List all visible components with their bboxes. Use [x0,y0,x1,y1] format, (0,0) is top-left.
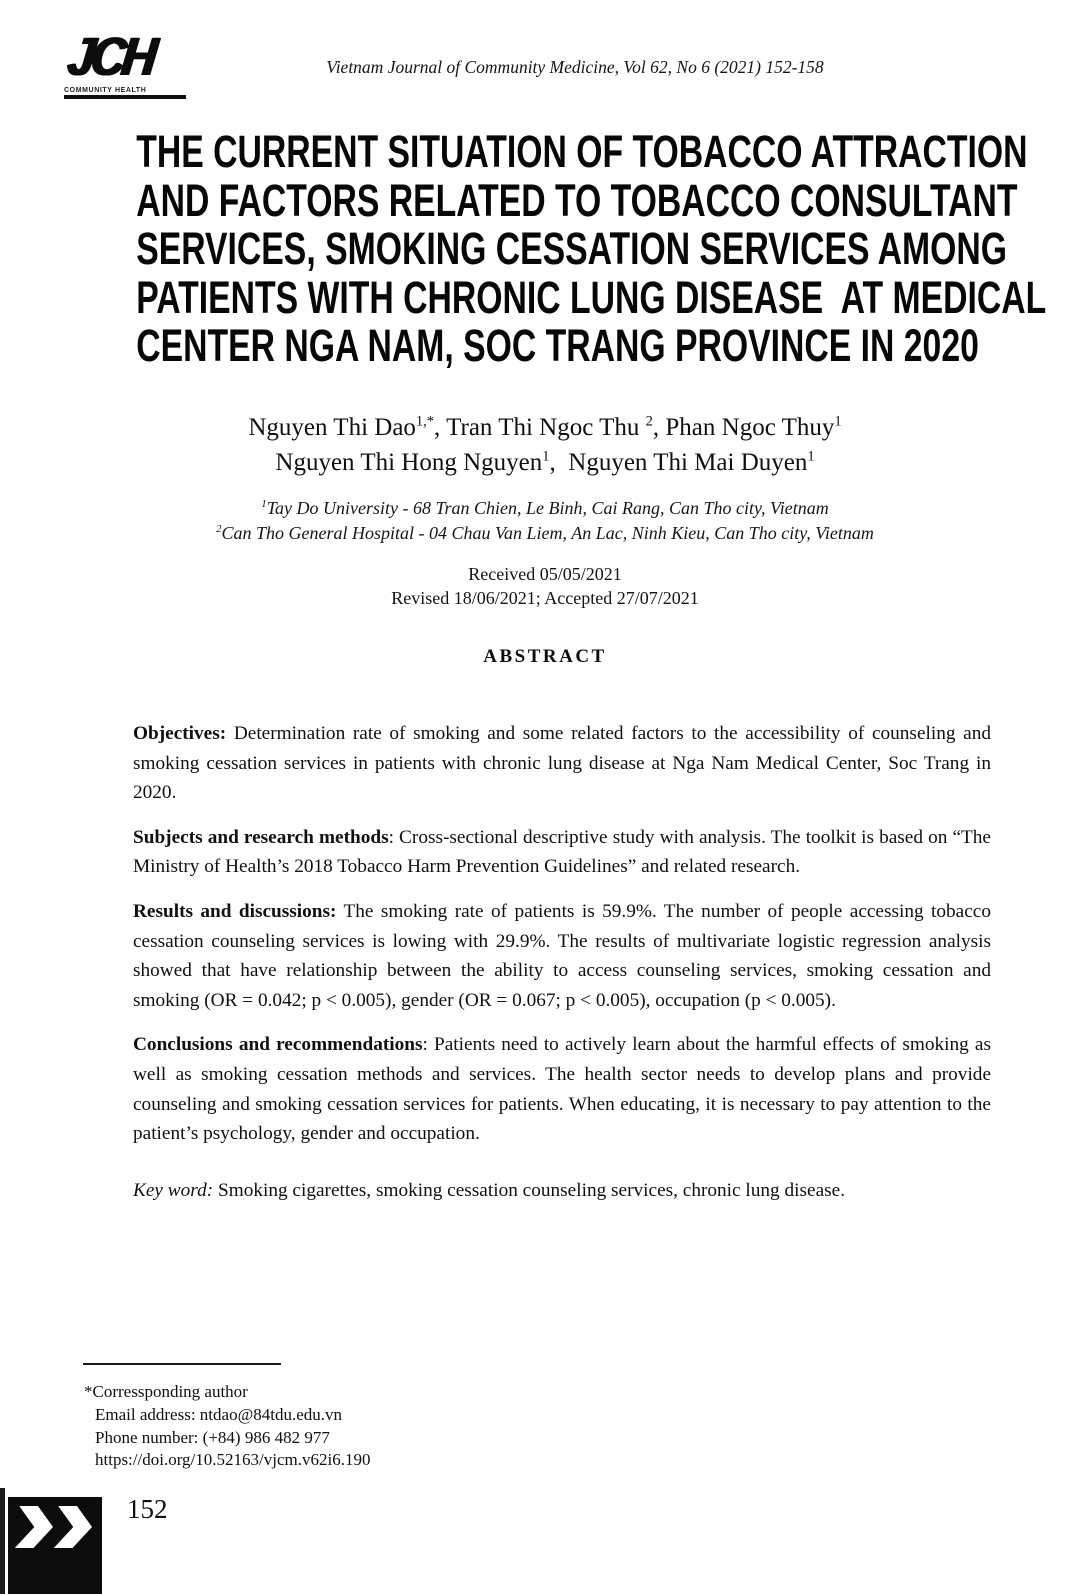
journal-logo-caption: COMMUNITY HEALTH [64,87,186,99]
author-name: Nguyen Thi Hong Nguyen [275,449,543,476]
keywords-label: Key word: [133,1180,214,1201]
keywords-line [133,1180,991,1202]
title-line-2: AND FACTORS RELATED TO TOBACCO CONSULTANT [136,174,1018,226]
abstract-paragraph-objectives [133,719,991,808]
affiliation-text: Tay Do University - 68 Tran Chien, Le Binh, Cai Rang, Can Tho city, Vietnam [266,498,829,518]
author-affiliation-mark: 1 [834,413,842,430]
affiliation-mark: 2 [216,522,222,535]
author-line-2 [0,445,1090,480]
affiliation-line-2 [0,521,1090,546]
scan-edge-artifact [0,1488,5,1594]
affiliation-text: Can Tho General Hospital - 04 Chau Van Liem, An Lac, Ninh Kieu, Can Tho city, Vietnam [221,522,874,543]
paragraph-lead: Objectives: [133,723,227,744]
journal-logo-icon: JCH [63,27,156,87]
doi-link: https://doi.org/10.52163/vjcm.v62i6.190 [95,1450,371,1470]
paragraph-text: The smoking rate of patients is 59.9%. The number of people accessing tobacco cessation counseling services is lowing with 29.9%. The results of multivariate logistic regression analysis showed that have relationship between the ability to access counseling services, smoking cessation and smoking (OR = 0.042; p < 0.005), gender (OR = 0.067; p < 0.005), occupation (p < 0.005). [133,900,991,1011]
paragraph-lead: Results and discussions: [133,900,337,922]
affiliation-mark: 1 [261,498,267,510]
revised-accepted-date: Revised 18/06/2021; Accepted 27/07/2021 [391,588,699,608]
article-title [0,128,1090,371]
page-number: 152 [127,1494,168,1524]
paragraph-text: : Patients need to actively learn about the harmful effects of smoking as well as smoking cessation methods and services. The health sector needs to develop plans and provide counseling and smoking cessation services for patients. When educating, it is necessary to pay attention to the patient’s psychology, gender and occupation. [133,1034,991,1145]
author-name: , Nguyen Thi Mai Duyen [549,449,808,476]
author-affiliation-mark: 1,* [415,413,435,430]
title-line-5: CENTER NGA NAM, SOC TRANG PROVINCE IN 2020 [136,320,979,371]
author-affiliation-mark: 2 [645,413,653,430]
corresponding-author-note: *Corressponding author [84,1382,248,1401]
article-dates [0,562,1090,610]
chevron-right-icon [15,1506,55,1548]
paragraph-lead: Conclusions and recommendations [133,1034,423,1056]
paragraph-text: : Cross-sectional descriptive study with analysis. The toolkit is based on “The Ministry of Health’s 2018 Tobacco Harm Prevention Guidelines” and related research. [133,826,991,878]
footnote-block [84,1381,371,1472]
title-line-1: THE CURRENT SITUATION OF TOBACCO ATTRACTION [136,126,1028,177]
abstract-heading: ABSTRACT [483,646,607,667]
chevrons-icon [8,1497,102,1594]
author-name: , Tran Thi Ngoc Thu [434,414,646,441]
author-email: Email address: ntdao@84tdu.edu.vn [95,1404,342,1424]
keywords-text: Smoking cigarettes, smoking cessation counseling services, chronic lung disease. [213,1180,846,1201]
author-affiliation-mark: 1 [542,448,550,465]
author-affiliation-mark: 1 [807,448,815,465]
paragraph-lead: Subjects and research methods [133,826,389,848]
abstract-paragraph-conclusions [133,1030,991,1148]
journal-header-line: Vietnam Journal of Community Medicine, Vol 62, No 6 (2021) 152-158 [326,57,824,77]
title-line-4: PATIENTS WITH CHRONIC LUNG DISEASE AT MEDICAL [136,271,1047,323]
author-name: , Phan Ngoc Thuy [652,414,835,441]
received-date: Received 05/05/2021 [468,564,622,584]
author-phone: Phone number: (+84) 986 482 977 [95,1427,330,1447]
abstract-body [133,719,991,1164]
author-list [0,410,1090,480]
abstract-paragraph-methods [133,823,991,882]
chevron-right-icon [54,1506,94,1548]
footnote-divider [83,1363,281,1365]
affiliations [0,496,1090,545]
affiliation-line-1 [0,496,1090,521]
paragraph-text: Determination rate of smoking and some related factors to the accessibility of counseling and smoking cessation services in patients with chronic lung disease at Nga Nam Medical Center, Soc Trang in 2020. [133,723,991,804]
author-line-1 [0,410,1090,445]
title-line-3: SERVICES, SMOKING CESSATION SERVICES AMONG [136,223,1008,274]
abstract-paragraph-results [133,897,991,1015]
author-name: Nguyen Thi Dao [248,414,416,441]
